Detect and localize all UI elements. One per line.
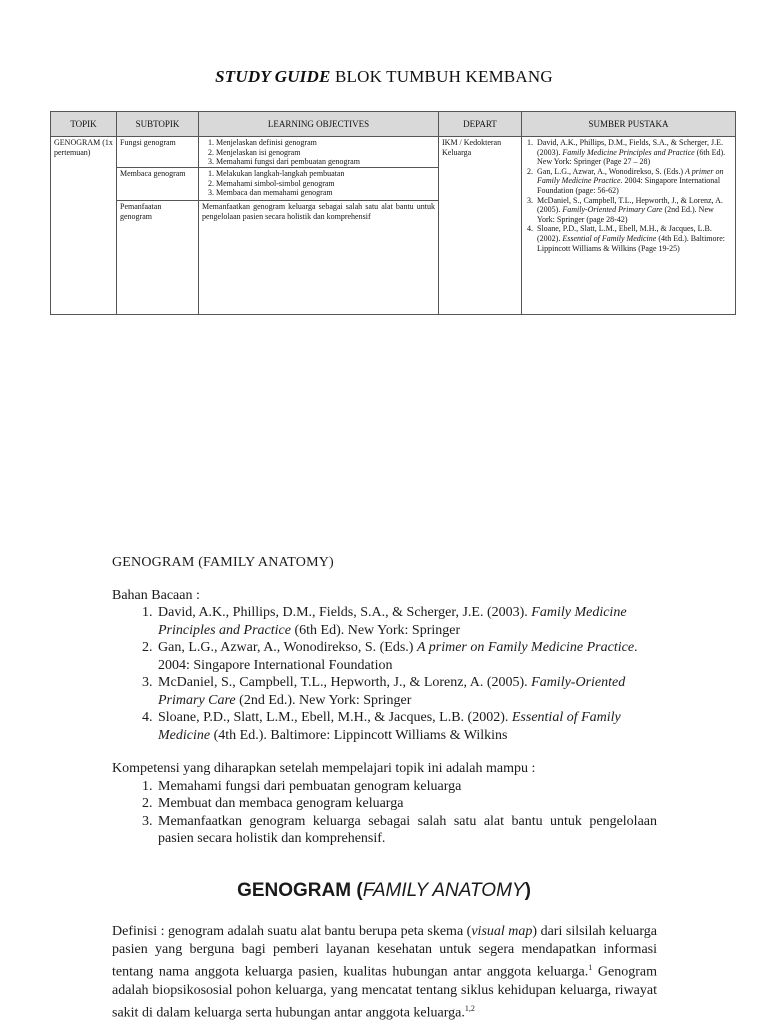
header-depart: DEPART [439,112,522,137]
competency-item: 1. Memahami fungsi dari pembuatan genogram keluarga [156,778,657,796]
header-subtopik: SUBTOPIK [117,112,199,137]
objective-item: 3. Memahami fungsi dari pembuatan genogram [216,157,435,167]
reference-item: 3. McDaniel, S., Campbell, T.L., Hepworth, J., & Lorenz, A. (2005). Family-Oriented Primary Care (2nd Ed.). New York: Springer (page 28-42) [535,196,732,225]
reference-item: 1. David, A.K., Phillips, D.M., Fields, S.A., & Scherger, J.E. (2003). Family Medicine Principles and Practice (6th Ed). New York: Springer (Page 27 – 28) [535,138,732,167]
reading-item: 3. McDaniel, S., Campbell, T.L., Hepworth, J., & Lorenz, A. (2005). Family-Oriented Primary Care (2nd Ed.). New York: Springer [156,674,657,709]
table-row [51,137,736,315]
objective-item: 1. Menjelaskan definisi genogram [216,138,435,148]
subtopic-3: Pemanfaatan genogram [117,200,198,222]
competency-item: 3. Memanfaatkan genogram keluarga sebagai salah satu alat bantu untuk pengelolaan pasien secara holistik dan komprehensif. [156,813,657,848]
section-heading: GENOGRAM (FAMILY ANATOMY) [112,555,334,570]
page-title [0,67,768,87]
reference-item: 4. Sloane, P.D., Slatt, L.M., Ebell, M.H., & Jacques, L.B. (2002). Essential of Family Medicine (4th Ed.). Baltimore: Lippincott Williams & Wilkins (Page 19-25) [535,224,732,253]
citation-2: 1,2 [464,1003,475,1013]
genogram-section [112,550,657,864]
subtopic-cell [117,137,199,315]
kompetensi-list [112,778,657,848]
kompetensi-label: Kompetensi yang diharapkan setelah mempelajari topik ini adalah mampu : [112,761,536,776]
objectives-group-1 [199,137,438,167]
subtopic-2: Membaca genogram [117,167,198,200]
header-learning-objectives: LEARNING OBJECTIVES [199,112,439,137]
competency-item: 2. Membuat dan membaca genogram keluarga [156,795,657,813]
objectives-cell [199,137,439,315]
citation-1: 1 [588,963,593,972]
genogram-title: GENOGRAM (FAMILY ANATOMY) [237,880,531,901]
topic-cell: GENOGRAM (1x pertemuan) [51,137,117,315]
objective-3: Memanfaatkan genogram keluarga sebagai salah satu alat bantu untuk pengelolaan pasien secara holistik dan komprehensif [199,200,438,222]
header-topik: TOPIK [51,112,117,137]
objective-item: 3. Membaca dan memahami genogram [216,188,435,198]
bahan-bacaan-list [112,604,657,744]
objective-item: 1. Melakukan langkah-langkah pembuatan [216,169,435,179]
references-cell [522,137,736,315]
reference-item: 2. Gan, L.G., Azwar, A., Wonodirekso, S. (Eds.) A primer on Family Medicine Practice. 2004: Singapore International Foundation (page: 56-62) [535,167,732,196]
objective-item: 2. Memahami simbol-simbol genogram [216,179,435,189]
reading-item: 4. Sloane, P.D., Slatt, L.M., Ebell, M.H., & Jacques, L.B. (2002). Essential of Family Medicine (4th Ed.). Baltimore: Lippincott Williams & Wilkins [156,709,657,744]
objective-item: 2. Menjelaskan isi genogram [216,148,435,158]
subtopic-1: Fungsi genogram [120,138,176,147]
definition-paragraph: Definisi : genogram adalah suatu alat bantu berupa peta skema (visual map) dari silsilah keluarga pasien yang berguna bagi pemberi layanan kesehatan untuk segera mendapatkan informasi tentang nama anggota keluarga pasien, kualitas hubungan antar anggota keluarga.$^1$ Genogram adalah biopsikososial pohon keluarga, yang mencatat tentang siklus kehidupan keluarga, riwayat sakit di dalam keluarga serta hubungan antar anggota keluarga.$^{1,2}$ [112,924,658,1021]
objectives-group-2 [199,167,438,200]
title-emphasis: STUDY GUIDE [215,67,331,86]
study-guide-table [50,111,736,315]
table-header-row [51,112,736,137]
header-sumber-pustaka: SUMBER PUSTAKA [522,112,736,137]
reading-item: 1. David, A.K., Phillips, D.M., Fields, S.A., & Scherger, J.E. (2003). Family Medicine Principles and Practice (6th Ed). New York: Springer [156,604,657,639]
bahan-bacaan-label: Bahan Bacaan : [112,587,200,603]
title-rest: BLOK TUMBUH KEMBANG [330,67,553,86]
reading-item: 2. Gan, L.G., Azwar, A., Wonodirekso, S. (Eds.) A primer on Family Medicine Practice. 2004: Singapore International Foundation [156,639,657,674]
depart-cell: IKM / Kedokteran Keluarga [439,137,522,315]
